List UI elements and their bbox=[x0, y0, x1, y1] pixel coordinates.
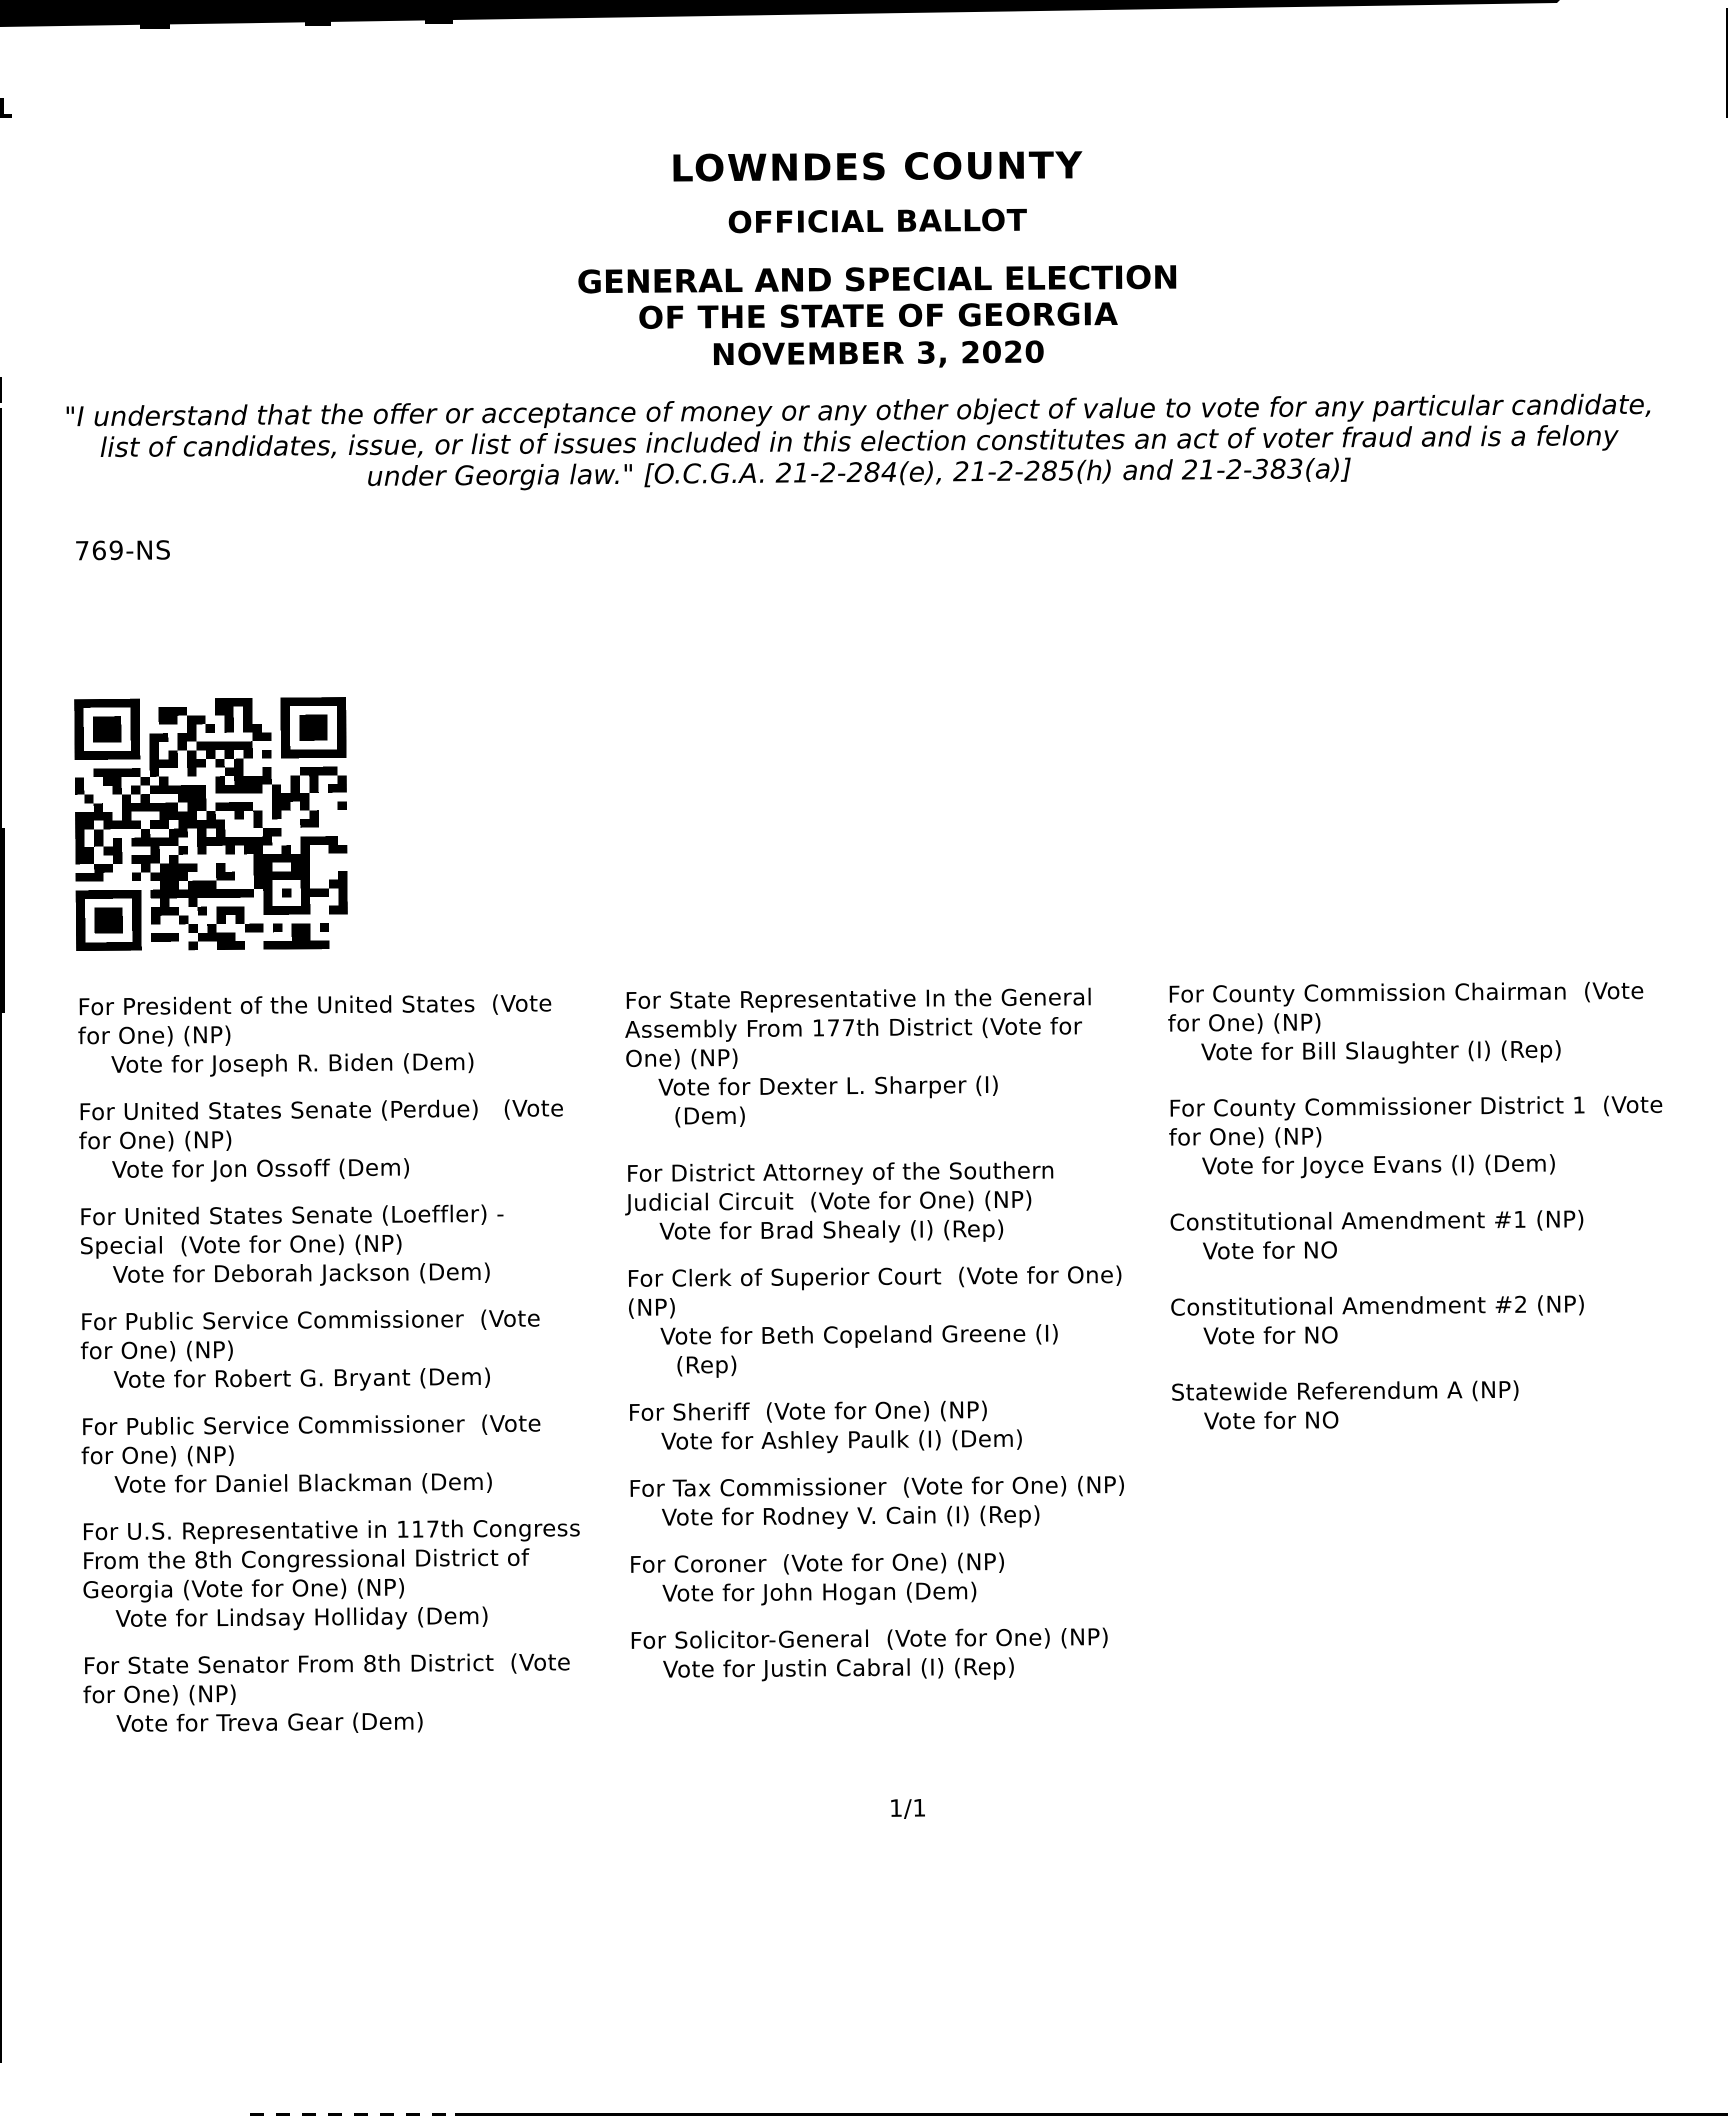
race-block bbox=[624, 984, 1175, 1133]
race-title-line: For Public Service Commissioner (Vote bbox=[79, 1306, 542, 1337]
race-block bbox=[80, 1305, 641, 1396]
race-title-line: For Clerk of Superior Court (Vote for One) bbox=[626, 1262, 1124, 1293]
voter-fraud-disclaimer bbox=[0, 389, 1724, 496]
race-title-line: (NP) bbox=[626, 1295, 678, 1322]
race-title-line: Special (Vote for One) (NP) bbox=[79, 1231, 404, 1261]
race-title-line: for One) (NP) bbox=[77, 1022, 233, 1051]
race-vote-line: Vote for Lindsay Holliday (Dem) bbox=[115, 1603, 490, 1633]
race-title-line: One) (NP) bbox=[624, 1045, 740, 1073]
official-ballot-title: OFFICIAL BALLOT bbox=[727, 203, 1028, 242]
precinct-code: 769-NS bbox=[73, 536, 173, 568]
race-block bbox=[628, 1396, 1178, 1458]
race-title-line: for One) (NP) bbox=[82, 1681, 239, 1710]
race-vote-line: Vote for NO bbox=[1203, 1408, 1341, 1436]
race-title-line: for One) (NP) bbox=[80, 1337, 236, 1366]
race-title-line: For State Senator From 8th District (Vote bbox=[82, 1650, 572, 1681]
race-vote-line: Vote for Joseph R. Biden (Dem) bbox=[110, 1050, 476, 1079]
race-title-line: For State Representative In the General bbox=[624, 985, 1094, 1015]
race-block bbox=[1171, 1375, 1728, 1437]
race-title-line: For Solicitor-General (Vote for One) (NP) bbox=[629, 1625, 1111, 1655]
race-block bbox=[77, 990, 638, 1081]
race-block bbox=[629, 1548, 1179, 1610]
race-vote-line: Vote for Jon Ossoff (Dem) bbox=[111, 1155, 412, 1184]
race-title-line: Assembly From 177th District (Vote for bbox=[624, 1014, 1083, 1044]
race-vote-line: Vote for Brad Shealy (I) (Rep) bbox=[659, 1216, 1006, 1246]
race-vote-line: Vote for NO bbox=[1203, 1323, 1340, 1351]
ballot-column bbox=[624, 984, 1180, 1704]
race-title-line: For District Attorney of the Southern bbox=[625, 1158, 1056, 1188]
disclaimer-line: under Georgia law." [O.C.G.A. 21-2-284(e), 21-2-285(h) and 21-2-383(a)] bbox=[366, 454, 1353, 493]
ballot-column bbox=[1167, 977, 1728, 1464]
race-vote-line: Vote for Bill Slaughter (I) (Rep) bbox=[1200, 1037, 1564, 1067]
race-block bbox=[1168, 1091, 1728, 1182]
race-block bbox=[78, 1095, 639, 1186]
disclaimer-line: "I understand that the offer or acceptance of money or any other object of value to vote for any particular candidate, bbox=[64, 389, 1654, 434]
race-vote-line: Vote for John Hogan (Dem) bbox=[662, 1579, 979, 1608]
race-vote-line: Vote for Joyce Evans (I) (Dem) bbox=[1201, 1151, 1558, 1181]
race-vote-line: Vote for Justin Cabral (I) (Rep) bbox=[662, 1654, 1017, 1684]
race-title-line: For Public Service Commissioner (Vote bbox=[80, 1411, 543, 1442]
race-block bbox=[1167, 977, 1728, 1068]
race-vote-line: (Rep) bbox=[675, 1352, 739, 1380]
race-title-line: Georgia (Vote for One) (NP) bbox=[82, 1575, 407, 1605]
county-title: LOWNDES COUNTY bbox=[670, 144, 1084, 191]
race-title-line: for One) (NP) bbox=[78, 1127, 234, 1156]
race-block bbox=[79, 1200, 640, 1291]
disclaimer-line: list of candidates, issue, or list of issues included in this election constitutes an act of voter fraud and is a felony bbox=[99, 421, 1619, 464]
race-block bbox=[628, 1472, 1178, 1534]
race-block bbox=[1170, 1290, 1728, 1352]
race-title-line: For Tax Commissioner (Vote for One) (NP) bbox=[628, 1472, 1127, 1503]
race-title-line: Constitutional Amendment #1 (NP) bbox=[1169, 1207, 1586, 1237]
race-block bbox=[626, 1157, 1177, 1248]
ballot-column bbox=[77, 990, 643, 1758]
race-vote-line: Vote for Deborah Jackson (Dem) bbox=[112, 1259, 493, 1289]
race-title-line: Constitutional Amendment #2 (NP) bbox=[1169, 1292, 1587, 1322]
election-title-line2: OF THE STATE OF GEORGIA bbox=[637, 296, 1119, 337]
race-vote-line: Vote for Robert G. Bryant (Dem) bbox=[113, 1364, 493, 1394]
race-vote-line: Vote for Daniel Blackman (Dem) bbox=[114, 1469, 495, 1499]
race-block bbox=[81, 1410, 642, 1501]
race-title-line: For President of the United States (Vote bbox=[77, 991, 553, 1022]
election-date: NOVEMBER 3, 2020 bbox=[711, 335, 1046, 374]
race-title-line: Statewide Referendum A (NP) bbox=[1170, 1377, 1521, 1407]
race-title-line: for One) (NP) bbox=[81, 1442, 237, 1471]
race-title-line: For County Commission Chairman (Vote bbox=[1167, 978, 1645, 1009]
race-block bbox=[83, 1649, 644, 1740]
race-vote-line: Vote for Beth Copeland Greene (I) bbox=[660, 1321, 1061, 1351]
race-title-line: For United States Senate (Perdue) (Vote bbox=[78, 1096, 565, 1127]
race-block bbox=[629, 1624, 1179, 1686]
race-vote-line: Vote for Dexter L. Sharper (I) bbox=[658, 1072, 1001, 1102]
race-title-line: For Sheriff (Vote for One) (NP) bbox=[627, 1398, 990, 1427]
election-title-line1: GENERAL AND SPECIAL ELECTION bbox=[576, 258, 1180, 302]
race-title-line: for One) (NP) bbox=[1167, 1010, 1323, 1038]
qr-code-image bbox=[74, 697, 348, 951]
race-title-line: Judicial Circuit (Vote for One) (NP) bbox=[626, 1187, 1034, 1217]
race-vote-line: Vote for Rodney V. Cain (I) (Rep) bbox=[661, 1502, 1042, 1532]
race-vote-line: (Dem) bbox=[673, 1103, 748, 1131]
race-title-line: For United States Senate (Loeffler) - bbox=[79, 1201, 506, 1232]
race-block bbox=[627, 1262, 1178, 1382]
race-block bbox=[82, 1515, 643, 1635]
race-title-line: For County Commissioner District 1 (Vote bbox=[1168, 1092, 1664, 1123]
race-block bbox=[1169, 1205, 1728, 1267]
page-number: 1/1 bbox=[888, 1794, 928, 1823]
race-vote-line: Vote for Ashley Paulk (I) (Dem) bbox=[660, 1426, 1025, 1456]
race-title-line: For U.S. Representative in 117th Congress bbox=[81, 1516, 582, 1547]
race-title-line: From the 8th Congressional District of bbox=[81, 1545, 530, 1576]
race-title-line: for One) (NP) bbox=[1168, 1124, 1324, 1152]
race-vote-line: Vote for NO bbox=[1202, 1238, 1339, 1266]
race-title-line: For Coroner (Vote for One) (NP) bbox=[628, 1549, 1007, 1579]
race-vote-line: Vote for Treva Gear (Dem) bbox=[116, 1709, 426, 1738]
qr-code bbox=[74, 697, 348, 951]
